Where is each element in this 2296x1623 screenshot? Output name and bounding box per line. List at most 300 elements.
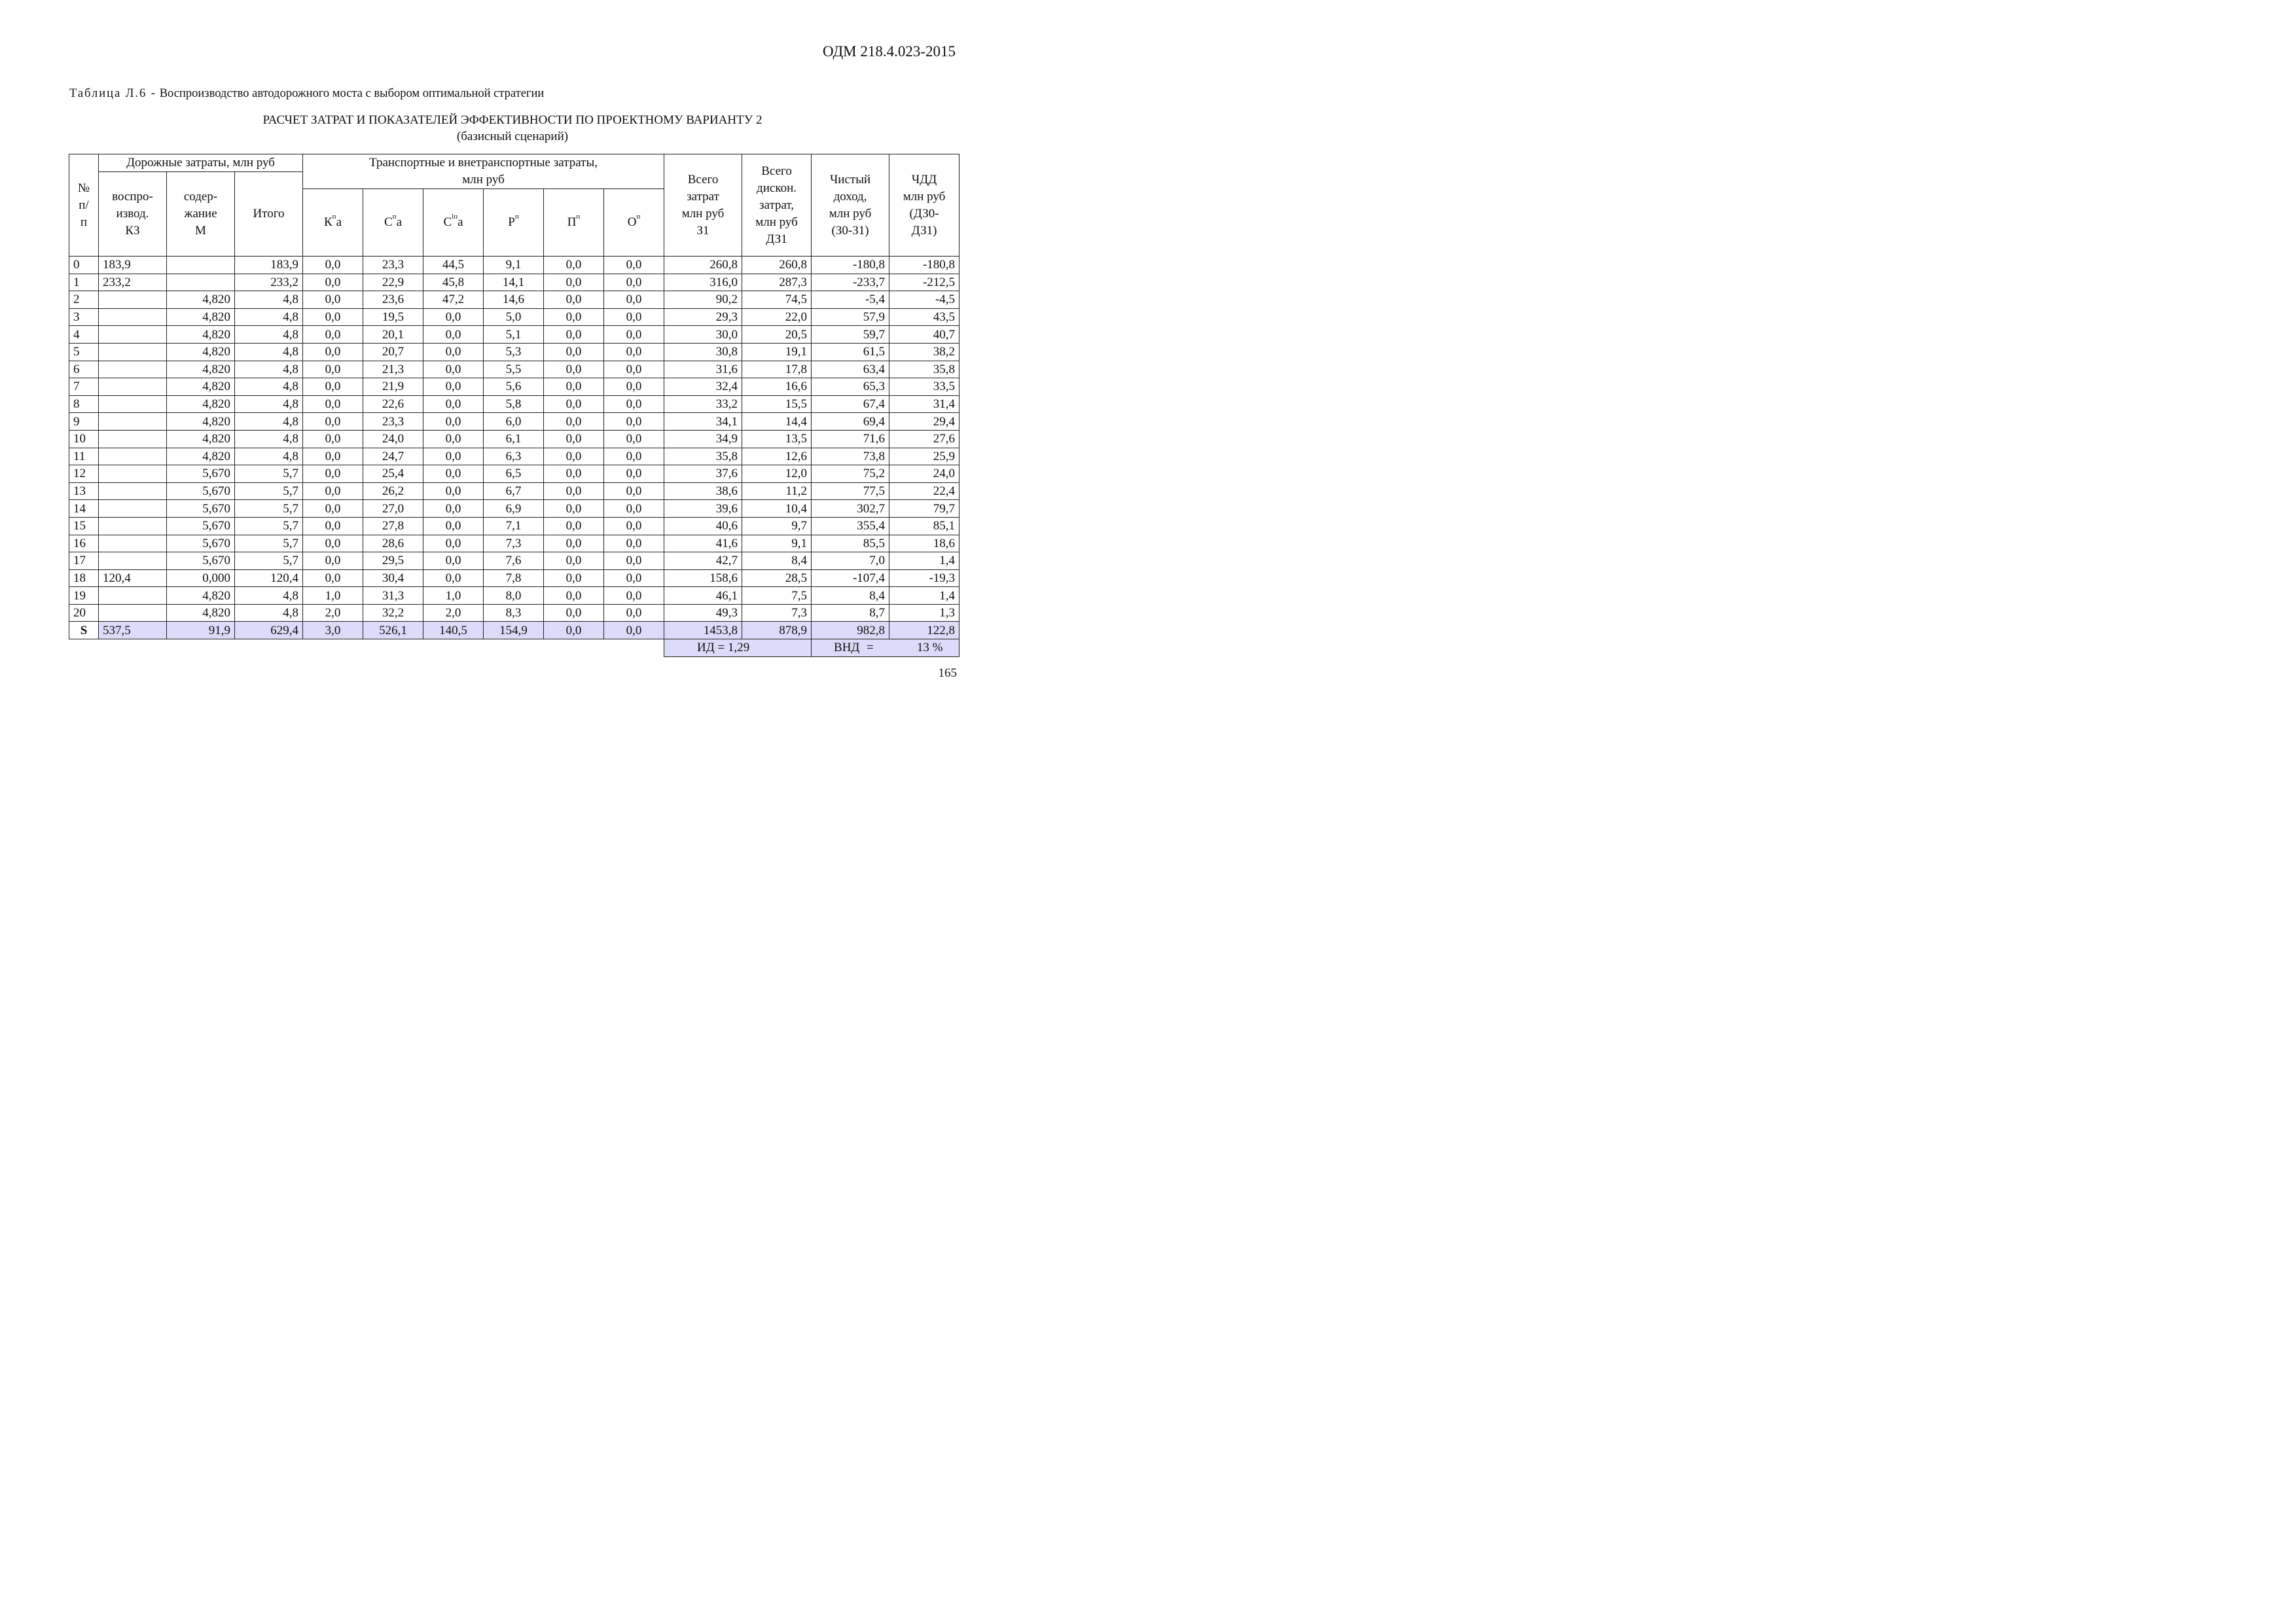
- table-row: [69, 465, 960, 483]
- sum-cell: 537,5: [99, 622, 167, 639]
- table-cell: 19,5: [363, 308, 423, 326]
- table-cell: 0,0: [303, 291, 363, 309]
- table-cell: [99, 500, 167, 518]
- table-cell: 14,1: [484, 274, 544, 291]
- table-cell: 1,0: [423, 587, 484, 605]
- table-cell: 9,1: [742, 535, 812, 552]
- table-cell: 5,7: [235, 552, 303, 570]
- table-cell: 63,4: [812, 361, 889, 378]
- table-cell: 16,6: [742, 378, 812, 396]
- table-cell: 14,6: [484, 291, 544, 309]
- header-r-sup: п: [514, 213, 519, 221]
- header-c-sub: а: [396, 215, 402, 229]
- table-cell: [99, 378, 167, 396]
- table-cell: 19: [69, 587, 99, 605]
- table-row: [69, 430, 960, 448]
- table-cell: 22,0: [742, 308, 812, 326]
- table-cell: 0,0: [604, 535, 664, 552]
- table-cell: 5,7: [235, 482, 303, 500]
- sum-cell: 1453,8: [664, 622, 742, 639]
- table-cell: 6,9: [484, 500, 544, 518]
- sum-cell: 140,5: [423, 622, 484, 639]
- header-disc-line: млн руб: [755, 215, 798, 229]
- table-cell: 302,7: [812, 500, 889, 518]
- table-cell: 20,5: [742, 326, 812, 344]
- table-cell: 90,2: [664, 291, 742, 309]
- table-cell: 23,3: [363, 413, 423, 431]
- table-cell: 120,4: [235, 569, 303, 587]
- table-cell: 0,0: [544, 448, 604, 465]
- table-cell: [99, 552, 167, 570]
- table-cell: [99, 465, 167, 483]
- table-cell: 0,0: [604, 448, 664, 465]
- table-cell: [99, 413, 167, 431]
- table-cell: 0,0: [423, 448, 484, 465]
- table-cell: 0,0: [303, 257, 363, 274]
- table-cell: 5,670: [167, 465, 235, 483]
- table-cell: 7,5: [742, 587, 812, 605]
- table-cell: 57,9: [812, 308, 889, 326]
- table-cell: 17,8: [742, 361, 812, 378]
- table-cell: 25,4: [363, 465, 423, 483]
- table-cell: 5: [69, 343, 99, 361]
- table-cell: 0,0: [544, 326, 604, 344]
- table-cell: 4,820: [167, 326, 235, 344]
- table-cell: 0,0: [423, 395, 484, 413]
- header-kz-line: КЗ: [125, 224, 140, 238]
- header-kz-line: воспро-: [112, 190, 153, 204]
- table-cell: 4,820: [167, 395, 235, 413]
- table-cell: 4,820: [167, 413, 235, 431]
- table-cell: 260,8: [664, 257, 742, 274]
- table-cell: 4,820: [167, 430, 235, 448]
- table-cell: 33,2: [664, 395, 742, 413]
- table-cell: 30,8: [664, 343, 742, 361]
- table-cell: 16: [69, 535, 99, 552]
- table-cell: 20,7: [363, 343, 423, 361]
- table-cell: 8,4: [812, 587, 889, 605]
- table-cell: 0,0: [604, 361, 664, 378]
- vnd-eq: =: [867, 641, 874, 655]
- table-cell: 9,1: [484, 257, 544, 274]
- table-cell: 18,6: [889, 535, 960, 552]
- table-cell: 13,5: [742, 430, 812, 448]
- table-cell: 0,0: [303, 308, 363, 326]
- table-cell: 0,0: [604, 500, 664, 518]
- table-cell: 71,6: [812, 430, 889, 448]
- table-cell: 0,0: [423, 465, 484, 483]
- header-total-costs: [664, 154, 742, 257]
- table-cell: 2,0: [423, 604, 484, 622]
- header-total-line: млн руб: [681, 206, 725, 221]
- table-cell: 13: [69, 482, 99, 500]
- table-cell: 7,1: [484, 517, 544, 535]
- table-cell: 37,6: [664, 465, 742, 483]
- table-cell: 47,2: [423, 291, 484, 309]
- table-cell: 6,7: [484, 482, 544, 500]
- table-cell: 8,7: [812, 604, 889, 622]
- table-cell: 0,0: [303, 482, 363, 500]
- table-title-line2: (базисный сценарий): [456, 130, 569, 143]
- table-cell: 0,0: [544, 291, 604, 309]
- table-cell: [99, 343, 167, 361]
- table-cell: 0,0: [544, 413, 604, 431]
- sum-cell: 982,8: [812, 622, 889, 639]
- table-cell: 0,0: [544, 535, 604, 552]
- table-cell: [99, 587, 167, 605]
- sum-row: [69, 622, 960, 639]
- header-npv-line: (ДЗ0-: [909, 206, 939, 221]
- header-road-total: Итого: [235, 172, 303, 257]
- header-npv-line: млн руб: [903, 189, 946, 204]
- header-transport-line: Транспортные и внетранспортные затраты,: [369, 156, 598, 169]
- table-cell: 8,3: [484, 604, 544, 622]
- table-cell: 4,8: [235, 343, 303, 361]
- header-total-line: З1: [696, 223, 709, 238]
- table-cell: 32,2: [363, 604, 423, 622]
- table-cell: 4,820: [167, 604, 235, 622]
- table-row: [69, 500, 960, 518]
- table-cell: [99, 361, 167, 378]
- table-cell: 4,8: [235, 448, 303, 465]
- table-cell: 0,0: [423, 413, 484, 431]
- table-cell: 260,8: [742, 257, 812, 274]
- table-cell: 27,0: [363, 500, 423, 518]
- table-cell: 25,9: [889, 448, 960, 465]
- table-cell: 5,670: [167, 535, 235, 552]
- header-npv-line: ДЗ1): [911, 223, 937, 238]
- table-cell: 31,4: [889, 395, 960, 413]
- table-cell: 15,5: [742, 395, 812, 413]
- table-cell: 233,2: [99, 274, 167, 291]
- table-cell: 5,670: [167, 517, 235, 535]
- table-cell: 0,0: [604, 604, 664, 622]
- table-body: [69, 257, 960, 657]
- table-cell: 0,0: [303, 343, 363, 361]
- table-cell: 4,8: [235, 395, 303, 413]
- table-cell: 0,0: [604, 587, 664, 605]
- table-cell: [99, 308, 167, 326]
- table-cell: 0,0: [303, 517, 363, 535]
- table-cell: 6,5: [484, 465, 544, 483]
- table-cell: 43,5: [889, 308, 960, 326]
- table-row: [69, 308, 960, 326]
- header-disc-line: Всего: [761, 164, 792, 178]
- table-cell: 0,0: [544, 569, 604, 587]
- table-cell: 40,6: [664, 517, 742, 535]
- table-cell: 183,9: [99, 257, 167, 274]
- table-cell: 12,6: [742, 448, 812, 465]
- id-value: 1,29: [727, 641, 750, 655]
- table-cell: 0,0: [423, 569, 484, 587]
- table-row: [69, 569, 960, 587]
- table-cell: [99, 604, 167, 622]
- table-cell: 34,9: [664, 430, 742, 448]
- table-row: [69, 552, 960, 570]
- table-cell: 30,0: [664, 326, 742, 344]
- table-cell: 316,0: [664, 274, 742, 291]
- table-cell: 0,0: [423, 378, 484, 396]
- header-discounted-costs: [742, 154, 812, 257]
- header-p-base: П: [567, 215, 577, 229]
- table-cell: 0,0: [303, 465, 363, 483]
- table-cell: 7,8: [484, 569, 544, 587]
- table-cell: -19,3: [889, 569, 960, 587]
- header-cl: [423, 189, 484, 257]
- table-cell: 15: [69, 517, 99, 535]
- table-cell: 27,8: [363, 517, 423, 535]
- table-cell: 9,7: [742, 517, 812, 535]
- sum-label: S: [69, 622, 99, 639]
- table-cell: 0,0: [303, 326, 363, 344]
- table-cell: 19,1: [742, 343, 812, 361]
- table-cell: 5,670: [167, 552, 235, 570]
- table-cell: 0,0: [604, 274, 664, 291]
- table-cell: 7,0: [812, 552, 889, 570]
- table-cell: 4,8: [235, 378, 303, 396]
- table-cell: [99, 517, 167, 535]
- table-cell: [99, 448, 167, 465]
- table-cell: 6,1: [484, 430, 544, 448]
- header-c: [363, 189, 423, 257]
- table-cell: 0,0: [303, 448, 363, 465]
- table-cell: 33,5: [889, 378, 960, 396]
- table-cell: 1,3: [889, 604, 960, 622]
- table-cell: 75,2: [812, 465, 889, 483]
- header-k-sub: а: [336, 215, 342, 229]
- table-cell: 0,0: [303, 569, 363, 587]
- table-cell: 4,8: [235, 430, 303, 448]
- table-cell: [99, 535, 167, 552]
- table-cell: 0,0: [544, 465, 604, 483]
- table-cell: 12: [69, 465, 99, 483]
- table-cell: 287,3: [742, 274, 812, 291]
- sum-cell: 526,1: [363, 622, 423, 639]
- table-cell: 0,0: [303, 361, 363, 378]
- table-cell: 11,2: [742, 482, 812, 500]
- table-cell: 0,0: [604, 343, 664, 361]
- sum-cell: 122,8: [889, 622, 960, 639]
- table-cell: 0,0: [423, 552, 484, 570]
- table-cell: 0,0: [544, 343, 604, 361]
- table-cell: 0,0: [544, 274, 604, 291]
- header-disc-line: затрат,: [759, 198, 795, 212]
- table-cell: 0,0: [544, 378, 604, 396]
- table-cell: 0,0: [423, 430, 484, 448]
- table-cell: 0,0: [303, 378, 363, 396]
- table-row: [69, 587, 960, 605]
- table-cell: 79,7: [889, 500, 960, 518]
- header-net-line: доход,: [833, 189, 867, 204]
- table-cell: [99, 482, 167, 500]
- table-cell: 0,0: [303, 552, 363, 570]
- table-cell: 6,3: [484, 448, 544, 465]
- table-cell: 5,670: [167, 500, 235, 518]
- table-cell: 7: [69, 378, 99, 396]
- table-cell: 22,9: [363, 274, 423, 291]
- table-cell: 12,0: [742, 465, 812, 483]
- table-cell: 29,4: [889, 413, 960, 431]
- table-cell: 0,0: [544, 500, 604, 518]
- table-cell: 41,6: [664, 535, 742, 552]
- table-row: [69, 535, 960, 552]
- table-cell: 29,3: [664, 308, 742, 326]
- table-cell: 7,6: [484, 552, 544, 570]
- sum-cell: 878,9: [742, 622, 812, 639]
- table-cell: 45,8: [423, 274, 484, 291]
- header-r: [484, 189, 544, 257]
- table-cell: 74,5: [742, 291, 812, 309]
- table-cell: 8,0: [484, 587, 544, 605]
- table-cell: 31,3: [363, 587, 423, 605]
- table-cell: 14: [69, 500, 99, 518]
- header-k: [303, 189, 363, 257]
- table-cell: [99, 395, 167, 413]
- table-cell: 0,0: [544, 517, 604, 535]
- table-cell: 18: [69, 569, 99, 587]
- table-cell: 49,3: [664, 604, 742, 622]
- table-cell: 0,0: [604, 308, 664, 326]
- table-cell: 73,8: [812, 448, 889, 465]
- table-cell: 44,5: [423, 257, 484, 274]
- table-cell: 22,4: [889, 482, 960, 500]
- footer-blank: [69, 639, 664, 657]
- table-cell: 0,0: [423, 500, 484, 518]
- table-cell: 69,4: [812, 413, 889, 431]
- header-disc-line: дискон.: [757, 181, 797, 195]
- table-cell: 0,0: [423, 535, 484, 552]
- table-cell: 6: [69, 361, 99, 378]
- sum-cell: 629,4: [235, 622, 303, 639]
- table-row: [69, 378, 960, 396]
- table-cell: 0,0: [303, 274, 363, 291]
- table-cell: 38,6: [664, 482, 742, 500]
- table-cell: 4,8: [235, 308, 303, 326]
- header-p: [544, 189, 604, 257]
- table-caption-label: Таблица Л.6 -: [69, 87, 157, 100]
- table-cell: 0,0: [604, 430, 664, 448]
- table-cell: 5,1: [484, 326, 544, 344]
- table-cell: 0,0: [544, 587, 604, 605]
- table-cell: 23,3: [363, 257, 423, 274]
- header-net-line: млн руб: [829, 206, 872, 221]
- table-cell: 5,5: [484, 361, 544, 378]
- table-cell: -212,5: [889, 274, 960, 291]
- table-cell: 26,2: [363, 482, 423, 500]
- header-p-sup: п: [576, 213, 581, 221]
- table-cell: 3: [69, 308, 99, 326]
- table-cell: 158,6: [664, 569, 742, 587]
- table-cell: 5,3: [484, 343, 544, 361]
- table-cell: -180,8: [889, 257, 960, 274]
- header-kz-line: извод.: [116, 207, 149, 221]
- table-cell: 0,0: [544, 395, 604, 413]
- header-o-base: О: [627, 215, 637, 229]
- table-cell: 5,0: [484, 308, 544, 326]
- table-cell: 20: [69, 604, 99, 622]
- table-cell: 4,8: [235, 291, 303, 309]
- table-cell: 7,3: [742, 604, 812, 622]
- header-net-income: [812, 154, 889, 257]
- table-cell: 32,4: [664, 378, 742, 396]
- table-cell: 38,2: [889, 343, 960, 361]
- internal-rate-of-return: [812, 639, 960, 657]
- table-cell: 4: [69, 326, 99, 344]
- table-cell: 20,1: [363, 326, 423, 344]
- table-cell: 0,0: [423, 308, 484, 326]
- table-cell: 11: [69, 448, 99, 465]
- table-cell: 21,3: [363, 361, 423, 378]
- table-cell: 5,8: [484, 395, 544, 413]
- table-cell: 0: [69, 257, 99, 274]
- table-cell: [99, 326, 167, 344]
- table-cell: 34,1: [664, 413, 742, 431]
- table-cell: 4,820: [167, 448, 235, 465]
- table-cell: 23,6: [363, 291, 423, 309]
- table-row: [69, 326, 960, 344]
- table-row: [69, 343, 960, 361]
- table-cell: 0,0: [604, 517, 664, 535]
- table-cell: 10,4: [742, 500, 812, 518]
- sum-cell: 0,0: [604, 622, 664, 639]
- table-cell: 28,6: [363, 535, 423, 552]
- table-cell: 5,7: [235, 535, 303, 552]
- header-npv: [889, 154, 960, 257]
- table-cell: 42,7: [664, 552, 742, 570]
- table-cell: -4,5: [889, 291, 960, 309]
- table-cell: 4,820: [167, 361, 235, 378]
- header-total-line: Всего: [687, 172, 719, 187]
- sum-cell: 3,0: [303, 622, 363, 639]
- table-caption: [69, 87, 544, 101]
- page-number: 165: [938, 666, 957, 680]
- table-cell: 0,0: [604, 257, 664, 274]
- table-cell: 4,8: [235, 326, 303, 344]
- vnd-value: 13 %: [916, 641, 943, 655]
- table-row: [69, 448, 960, 465]
- document-code: ОДМ 218.4.023-2015: [822, 43, 956, 60]
- table-title: [0, 112, 1025, 145]
- table-cell: 0,0: [303, 535, 363, 552]
- table-row: [69, 517, 960, 535]
- table-cell: 0,0: [604, 482, 664, 500]
- table-cell: 67,4: [812, 395, 889, 413]
- header-cl-base: С: [443, 215, 452, 229]
- table-cell: 85,1: [889, 517, 960, 535]
- header-npv-line: ЧДД: [911, 172, 937, 187]
- table-row: [69, 482, 960, 500]
- id-label: ИД =: [697, 641, 725, 655]
- header-reproduction: [99, 172, 167, 257]
- table-cell: 24,7: [363, 448, 423, 465]
- table-cell: 35,8: [664, 448, 742, 465]
- table-cell: 5,7: [235, 465, 303, 483]
- header-transport-costs: [303, 154, 664, 189]
- table-cell: 4,820: [167, 343, 235, 361]
- header-net-line: (З0-З1): [831, 223, 869, 238]
- header-transport-line: млн руб: [462, 173, 505, 187]
- table-cell: 0,0: [423, 517, 484, 535]
- header-net-line: Чистый: [829, 172, 871, 187]
- table-cell: 0,0: [303, 430, 363, 448]
- table-caption-text: Воспроизводство автодорожного моста с выбором оптимальной стратегии: [159, 87, 545, 100]
- table-cell: 7,3: [484, 535, 544, 552]
- table-cell: 4,820: [167, 291, 235, 309]
- table-cell: 59,7: [812, 326, 889, 344]
- table-cell: 5,7: [235, 500, 303, 518]
- sum-cell: 154,9: [484, 622, 544, 639]
- table-cell: 0,0: [423, 482, 484, 500]
